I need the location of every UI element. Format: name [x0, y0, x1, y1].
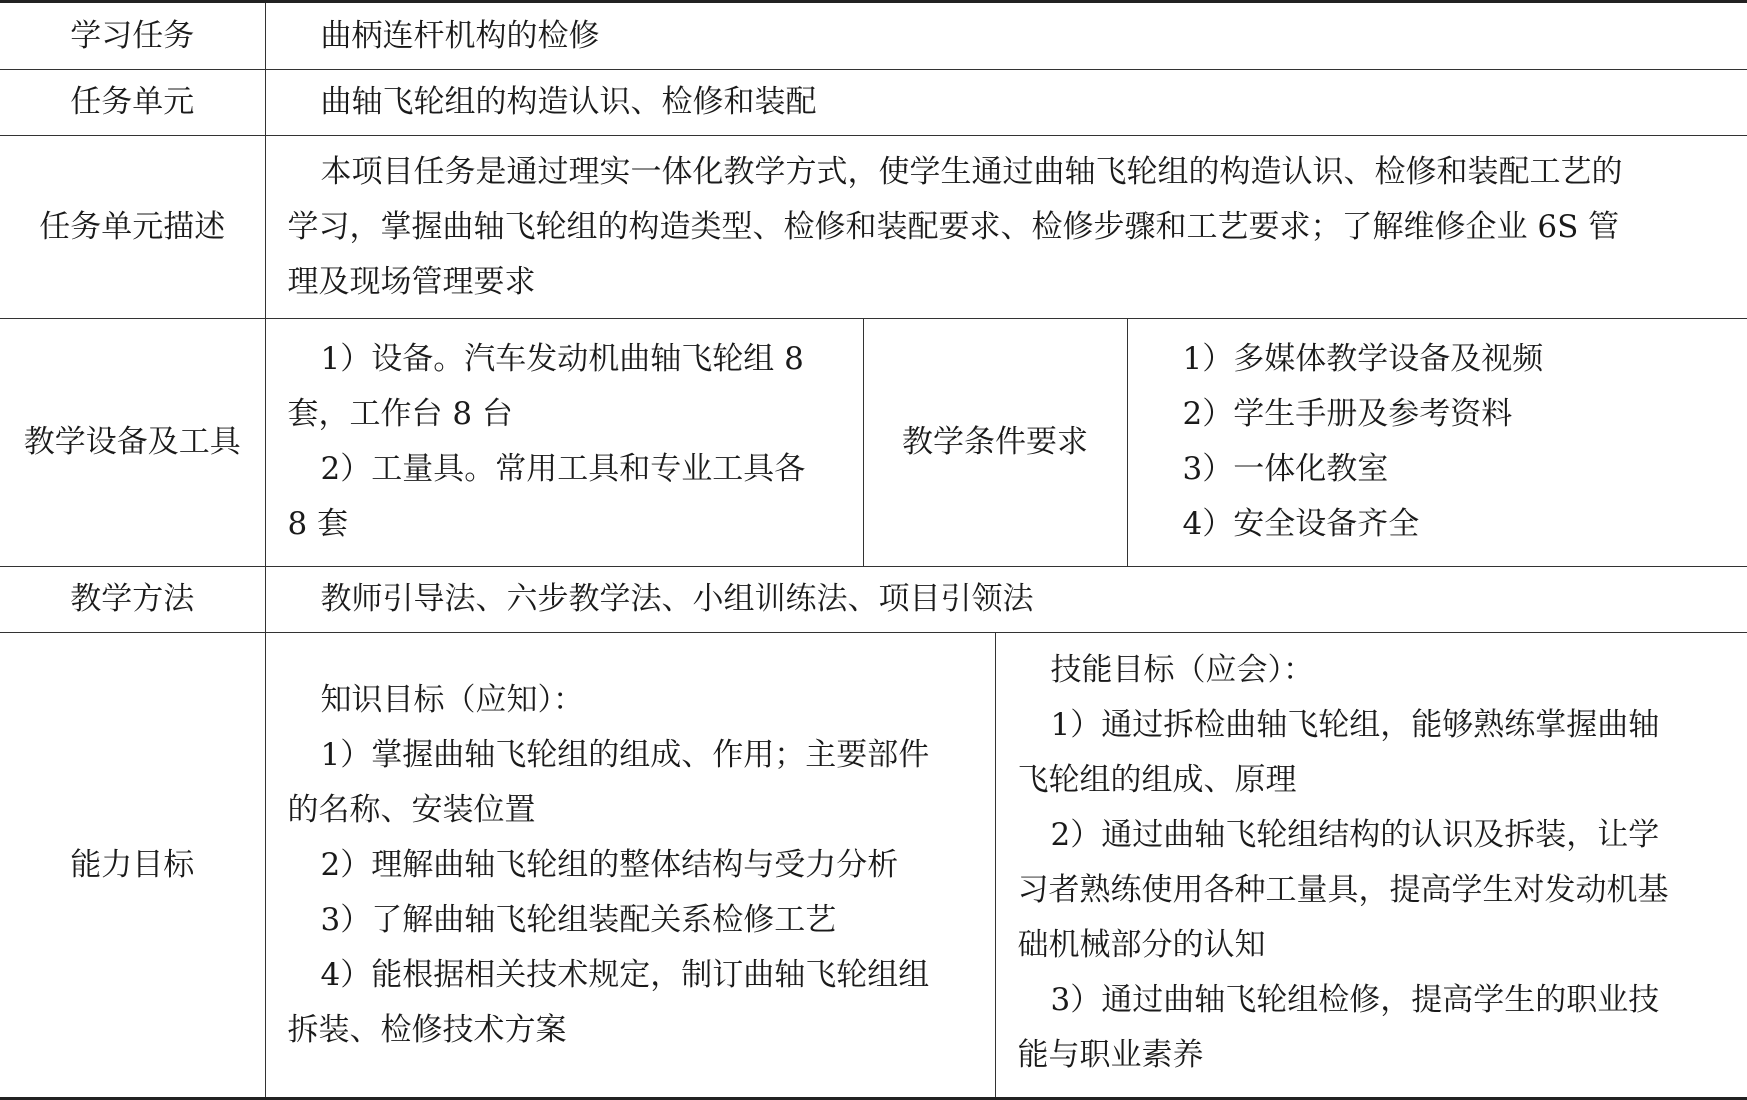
knowledge-line-4: 3）了解曲轴飞轮组装配关系检修工艺 [320, 902, 837, 938]
knowledge-line-6: 拆装、检修技术方案 [287, 1012, 567, 1048]
skill-line-3: 2）通过曲轴飞轮组结构的认识及拆装，让学 [1050, 817, 1660, 853]
equipment-label: 教学设备及工具 [0, 319, 265, 567]
skill-line-4: 习者熟练使用各种工量具，提高学生对发动机基 [1017, 872, 1669, 908]
skill-line-1: 1）通过拆检曲轴飞轮组，能够熟练掌握曲轴 [1050, 707, 1660, 743]
task-value: 曲柄连杆机构的检修 [265, 2, 1747, 70]
description-label: 任务单元描述 [0, 136, 265, 319]
knowledge-line-3: 2）理解曲轴飞轮组的整体结构与受力分析 [320, 847, 899, 883]
conditions-list [1127, 319, 1747, 567]
conditions-line-2: 2）学生手册及参考资料 [1182, 395, 1513, 432]
conditions-label: 教学条件要求 [863, 319, 1127, 567]
task-label: 学习任务 [0, 2, 265, 70]
knowledge-line-2: 的名称、安装位置 [287, 792, 536, 828]
knowledge-title: 知识目标（应知）： [320, 682, 584, 718]
row-equipment [0, 319, 1747, 567]
row-description [0, 136, 1747, 319]
skill-line-2: 飞轮组的组成、原理 [1017, 762, 1297, 798]
conditions-line-1: 1）多媒体教学设备及视频 [1182, 340, 1544, 377]
unit-label: 任务单元 [0, 70, 265, 136]
description-line-3: 理及现场管理要求 [287, 263, 536, 300]
knowledge-line-5: 4）能根据相关技术规定，制订曲轴飞轮组组 [320, 957, 930, 993]
ability-label: 能力目标 [0, 633, 265, 1099]
description-text [265, 136, 1747, 319]
knowledge-goals [265, 633, 995, 1099]
skill-line-5: 础机械部分的认知 [1017, 927, 1266, 963]
method-label: 教学方法 [0, 567, 265, 633]
equipment-line-1: 1）设备。汽车发动机曲轴飞轮组 8 [320, 340, 804, 377]
description-line-2: 学习，掌握曲轴飞轮组的构造类型、检修和装配要求、检修步骤和工艺要求；了解维修企业 6S 管 [287, 208, 1620, 245]
method-value: 教师引导法、六步教学法、小组训练法、项目引领法 [265, 567, 1747, 633]
skill-title: 技能目标（应会）： [1050, 652, 1314, 688]
unit-value: 曲轴飞轮组的构造认识、检修和装配 [265, 70, 1747, 136]
row-task [0, 2, 1747, 70]
row-unit [0, 70, 1747, 136]
skill-goals [995, 633, 1747, 1099]
skill-line-7: 能与职业素养 [1017, 1037, 1204, 1073]
description-line-1: 本项目任务是通过理实一体化教学方式，使学生通过曲轴飞轮组的构造认识、检修和装配工艺的 [320, 153, 1623, 190]
knowledge-line-1: 1）掌握曲轴飞轮组的组成、作用；主要部件 [320, 737, 930, 773]
equipment-line-3: 2）工量具。常用工具和专业工具各 [320, 450, 806, 487]
equipment-line-4: 8 套 [287, 505, 349, 542]
conditions-line-3: 3）一体化教室 [1182, 450, 1389, 487]
row-ability [0, 633, 1747, 1099]
conditions-line-4: 4）安全设备齐全 [1182, 505, 1420, 542]
skill-line-6: 3）通过曲轴飞轮组检修，提高学生的职业技 [1050, 982, 1660, 1018]
equipment-list [265, 319, 863, 567]
row-method [0, 567, 1747, 633]
equipment-line-2: 套，工作台 8 台 [287, 395, 513, 432]
